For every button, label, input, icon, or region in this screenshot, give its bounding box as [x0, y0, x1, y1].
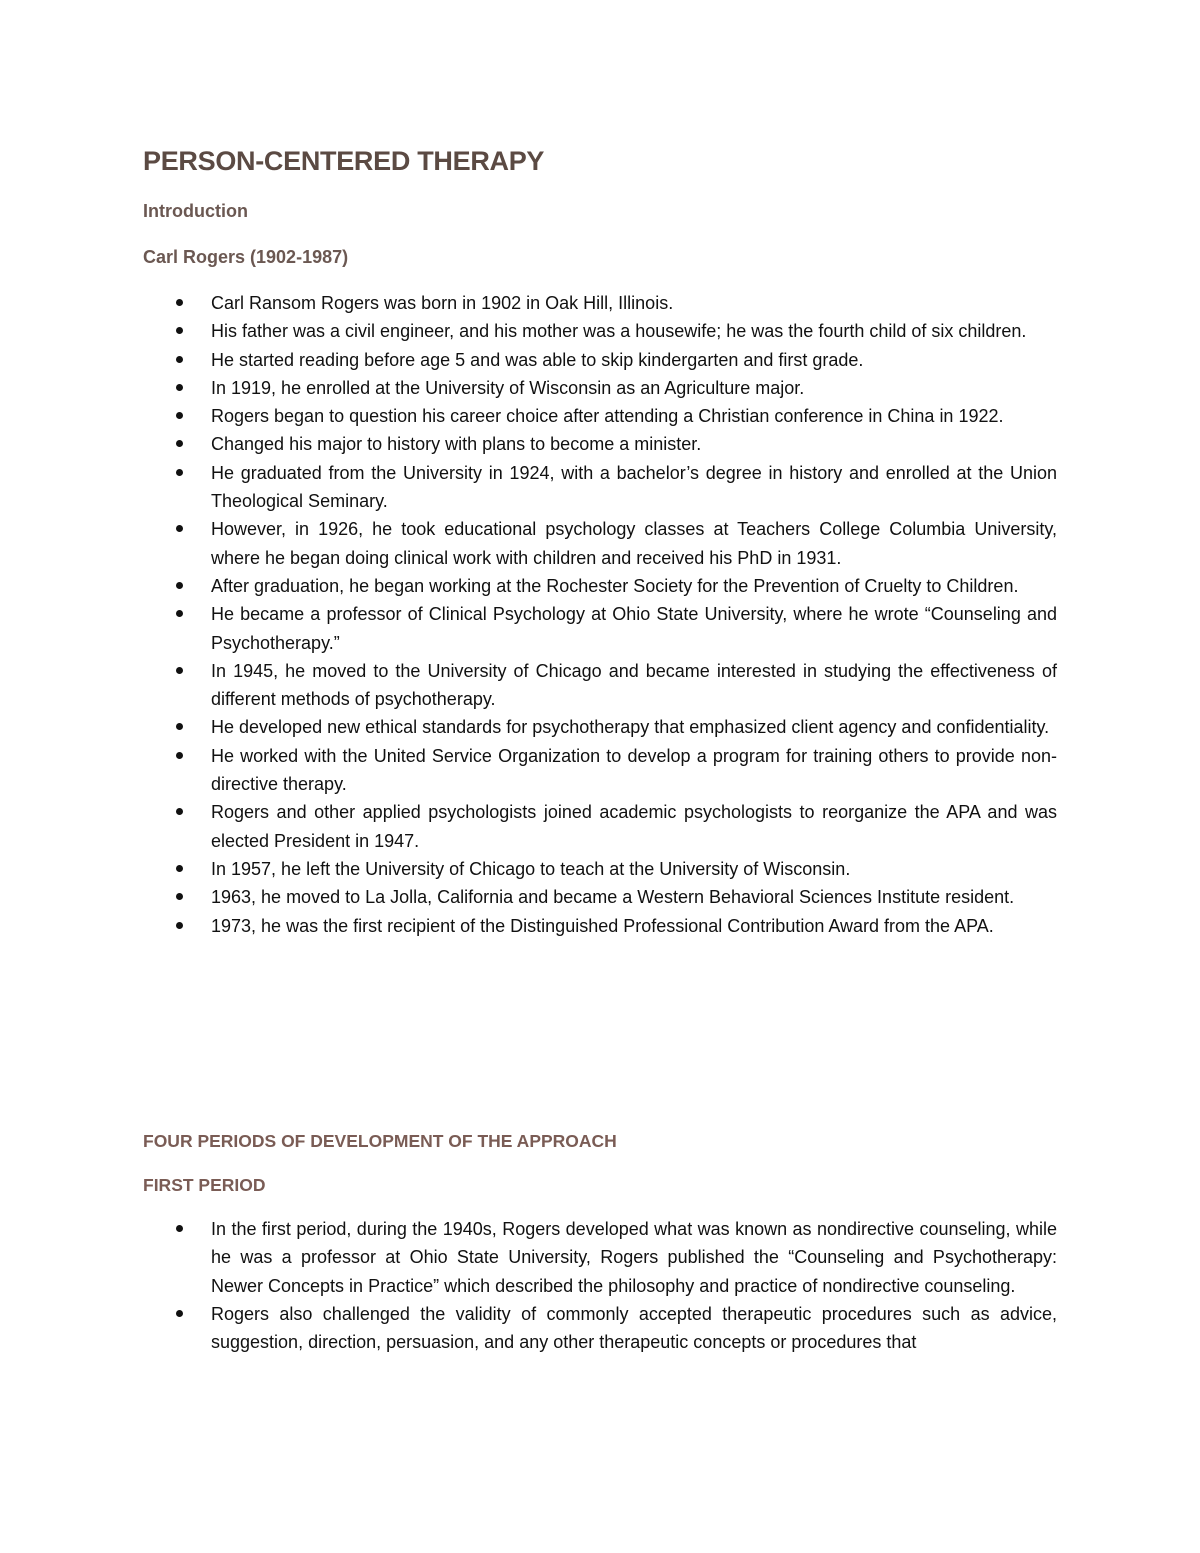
list-item	[0, 600, 1057, 657]
list-item-text: Rogers began to question his career choice after attending a Christian conference in China in 1922.	[211, 406, 1004, 427]
list-item-text: Rogers also challenged the validity of commonly accepted therapeutic procedures such as advice, suggestion, direction, persuasion, and any other therapeutic concepts or procedures that	[211, 1303, 1057, 1353]
bullet-dot-icon	[176, 384, 183, 391]
list-item	[0, 657, 1057, 714]
bullet-dot-icon	[176, 808, 183, 815]
list-item	[0, 742, 1057, 799]
list-item	[0, 912, 1057, 940]
bullet-dot-icon	[176, 327, 183, 334]
four-periods-heading: FOUR PERIODS OF DEVELOPMENT OF THE APPROACH	[143, 1131, 617, 1151]
list-item	[0, 883, 1057, 911]
list-item	[0, 289, 1057, 317]
list-item-text: In 1957, he left the University of Chicago to teach at the University of Wisconsin.	[211, 858, 851, 879]
bullet-dot-icon	[176, 525, 183, 532]
first-period-bullet-list	[0, 1215, 1200, 1356]
list-item-text: 1963, he moved to La Jolla, California and became a Western Behavioral Sciences Institute resident.	[211, 887, 1015, 908]
list-item-text: However, in 1926, he took educational psychology classes at Teachers College Columbia University, where he began doing clinical work with children and received his PhD in 1931.	[211, 519, 1057, 568]
list-item-text: Changed his major to history with plans to become a minister.	[211, 434, 702, 455]
list-item-text: His father was a civil engineer, and his mother was a housewife; he was the fourth child of six children.	[211, 321, 1027, 342]
list-item-text: After graduation, he began working at the Rochester Society for the Prevention of Cruelty to Children.	[211, 575, 1019, 596]
bullet-dot-icon	[176, 412, 183, 419]
list-item-text: He graduated from the University in 1924, with a bachelor’s degree in history and enrolled at the Union Theological Seminary.	[211, 462, 1057, 512]
bullet-dot-icon	[176, 922, 183, 929]
bullet-dot-icon	[176, 582, 183, 589]
bullet-dot-icon	[176, 865, 183, 872]
list-item-text: In the first period, during the 1940s, Rogers developed what was known as nondirective counseling, while he was a professor at Ohio State University, Rogers published the “Counseling and Psychotherapy: Newer Concepts in Practice” which described the philosophy and practice of nondirective counseling.	[211, 1219, 1057, 1296]
carl-rogers-heading: Carl Rogers (1902-1987)	[143, 247, 349, 267]
introduction-heading: Introduction	[143, 201, 248, 221]
list-item	[0, 515, 1057, 572]
list-item-text: He started reading before age 5 and was able to skip kindergarten and first grade.	[211, 349, 864, 370]
list-item	[0, 798, 1057, 855]
list-item-text: 1973, he was the first recipient of the Distinguished Professional Contribution Award from the APA.	[211, 915, 994, 936]
list-item	[0, 346, 1057, 374]
list-item	[0, 317, 1057, 345]
bullet-dot-icon	[176, 469, 183, 476]
list-item	[0, 402, 1057, 430]
bullet-dot-icon	[176, 299, 183, 306]
bullet-dot-icon	[176, 440, 183, 447]
list-item-text: Rogers and other applied psychologists joined academic psychologists to reorganize the APA and was elected President in 1947.	[211, 802, 1057, 851]
list-item	[0, 855, 1057, 883]
first-period-heading: FIRST PERIOD	[143, 1175, 266, 1195]
bullet-dot-icon	[176, 1225, 183, 1232]
list-item	[0, 572, 1057, 600]
bullet-dot-icon	[176, 610, 183, 617]
bullet-dot-icon	[176, 667, 183, 674]
bullet-dot-icon	[176, 356, 183, 363]
list-item	[0, 459, 1057, 516]
bullet-dot-icon	[176, 893, 183, 900]
document-title: PERSON-CENTERED THERAPY	[143, 146, 545, 176]
list-item-text: He became a professor of Clinical Psychology at Ohio State University, where he wrote “Counseling and Psychotherapy.”	[211, 604, 1057, 653]
list-item	[0, 713, 1057, 741]
list-item-text: He worked with the United Service Organization to develop a program for training others to provide non-directive therapy.	[211, 745, 1057, 795]
list-item-text: Carl Ransom Rogers was born in 1902 in Oak Hill, Illinois.	[211, 293, 674, 313]
list-item-text: In 1919, he enrolled at the University of Wisconsin as an Agriculture major.	[211, 377, 805, 398]
list-item	[0, 430, 1057, 458]
list-item	[0, 1215, 1057, 1300]
list-item-text: He developed new ethical standards for psychotherapy that emphasized client agency and confidentiality.	[211, 717, 1050, 738]
rogers-bullet-list	[0, 289, 1200, 940]
bullet-dot-icon	[176, 752, 183, 759]
bullet-dot-icon	[176, 723, 183, 730]
list-item-text: In 1945, he moved to the University of Chicago and became interested in studying the effectiveness of different methods of psychotherapy.	[211, 660, 1057, 710]
bullet-dot-icon	[176, 1310, 183, 1317]
list-item	[0, 374, 1057, 402]
list-item	[0, 1300, 1057, 1357]
